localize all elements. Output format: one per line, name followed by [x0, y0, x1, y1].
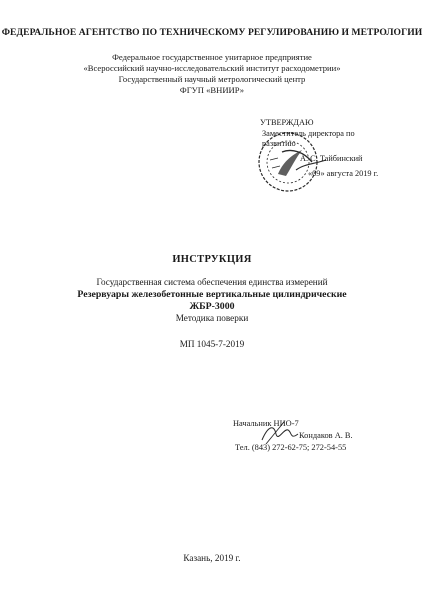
system-line: Государственная система обеспечения единства измерений [96, 277, 328, 287]
head-position: Начальник НИО-7 [233, 419, 299, 428]
approval-date: «09» августа 2019 г. [308, 169, 379, 179]
org-line-2: «Всероссийский научно-исследовательский институт расходометрии» [83, 63, 341, 73]
agency-heading: ФЕДЕРАЛЬНОЕ АГЕНТСТВО ПО ТЕХНИЧЕСКОМУ РЕГУЛИРОВАНИЮ И МЕТРОЛОГИИ [1, 27, 423, 38]
org-line-1: Федеральное государственное унитарное предприятие [112, 52, 312, 62]
org-line-4: ФГУП «ВНИИР» [179, 85, 245, 95]
head-name: Кондаков А. В. [299, 431, 353, 440]
head-phone: Тел. (843) 272-62-75; 272-54-55 [235, 443, 347, 452]
head-of-department-block [233, 418, 353, 453]
document-title: ИНСТРУКЦИЯ [172, 254, 252, 265]
org-line-3: Государственный научный метрологический центр [118, 74, 306, 84]
subject-line-1: Резервуары железобетонные вертикальные цилиндрические [77, 289, 347, 300]
subject-block [0, 289, 424, 313]
approval-position-line-1: Заместитель директора по [262, 128, 355, 138]
subject-line-2: ЖБР-3000 [189, 301, 235, 312]
approval-block [256, 118, 424, 180]
approval-signer: А. С. Тайбинский [300, 153, 363, 163]
approval-heading: УТВЕРЖДАЮ [260, 118, 314, 127]
organization-block [0, 52, 424, 96]
document-code: МП 1045-7-2019 [179, 339, 245, 349]
method-line: Методика поверки [175, 313, 249, 323]
city-year: Казань, 2019 г. [183, 553, 241, 563]
approval-position-line-2: развитию [262, 139, 296, 149]
